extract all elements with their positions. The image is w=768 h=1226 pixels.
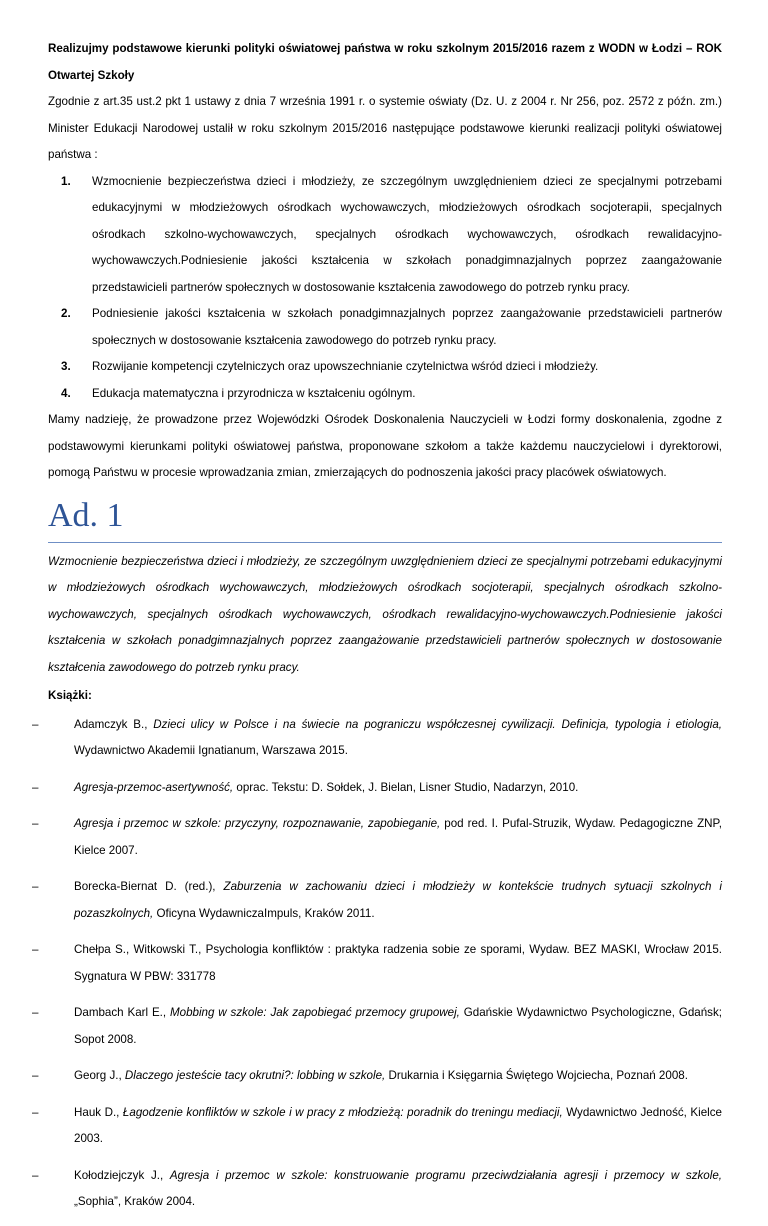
list-item: 1. Wzmocnienie bezpieczeństwa dzieci i młodzieży, ze szczególnym uwzględnieniem dzieci ze specjalnymi potrzebami edukacyjnymi w młodzieżowych ośrodkach wychowawczych, młodzieżowych ośrodkach socjoterapii, specjalnych ośrodkach szkolno-wychowawczych, specjalnych ośrodkach wychowawczych, ośrodkach rewalidacyjno-wychowawczych.Podniesienie jakości kształcenia w szkołach ponadgimnazjalnych poprzez zaangażowanie przedstawicieli partnerów społecznych w dostosowanie kształcenia zawodowego do potrzeb rynku pracy.	[61, 174, 722, 294]
section-heading: Ad. 1	[48, 496, 722, 543]
list-item: – Chełpa S., Witkowski T., Psychologia konfliktów : praktyka radzenia sobie ze sporami, Wydaw. BEZ MASKI, Wrocław 2015. Sygnatura W PBW: 331778	[32, 943, 722, 983]
document-page	[32, 36, 723, 1226]
list-item: – Kołodziejczyk J., Agresja i przemoc w szkole: konstruowanie programu przeciwdziałania agresji i przemocy w szkole, „Sophia”, Kraków 2004.	[32, 1168, 722, 1208]
list-item: – Dambach Karl E., Mobbing w szkole: Jak zapobiegać przemocy grupowej, Gdańskie Wydawnictwo Psychologiczne, Gdańsk; Sopot 2008.	[32, 1006, 723, 1046]
list-item: 3. Rozwijanie kompetencji czytelniczych oraz upowszechnianie czytelnictwa wśród dzieci i młodzieży.	[61, 360, 599, 373]
list-item: – Adamczyk B., Dzieci ulicy w Polsce i na świecie na pograniczu współczesnej cywilizacji. Definicja, typologia i etiologia, Wydawnictwo Akademii Ignatianum, Warszawa 2015.	[32, 717, 722, 757]
list-item: 2. Podniesienie jakości kształcenia w szkołach ponadgimnazjalnych poprzez zaangażowanie przedstawicieli partnerów społecznych w dostosowanie kształcenia zawodowego do potrzeb rynku pracy.	[61, 307, 722, 347]
closing-paragraph: Mamy nadzieję, że prowadzone przez Wojewódzki Ośrodek Doskonalenia Nauczycieli w Łodzi formy doskonalenia, zgodne z podstawowymi kierunkami polityki oświatowej państwa, proponowane szkołom a także każdemu nauczycielowi i dyrektorowi, pomogą Państwu w procesie wprowadzania zmian, zmierzających do podnoszenia jakości pracy placówek oświatowych.	[48, 413, 722, 479]
legal-paragraph: Zgodnie z art.35 ust.2 pkt 1 ustawy z dnia 7 września 1991 r. o systemie oświaty (Dz. U. z 2004 r. Nr 256, poz. 2572 z późn. zm.) Minister Edukacji Narodowej ustalił w roku szkolnym 2015/2016 następujące podstawowe kierunki realizacji polityki oświatowej państwa :	[48, 95, 722, 161]
section-intro: Wzmocnienie bezpieczeństwa dzieci i młodzieży, ze szczególnym uwzględnieniem dzieci ze specjalnymi potrzebami edukacyjnymi w młodzieżowych ośrodkach wychowawczych, młodzieżowych ośrodkach socjoterapii, specjalnych ośrodkach szkolno-wychowawczych, specjalnych ośrodkach wychowawczych, ośrodkach rewalidacyjno-wychowawczych.Podniesienie jakości kształcenia w szkołach ponadgimnazjalnych poprzez zaangażowanie przedstawicieli partnerów społecznych w dostosowanie kształcenia zawodowego do potrzeb rynku pracy.	[48, 554, 722, 674]
list-item: – Agresja i przemoc w szkole: przyczyny, rozpoznawanie, zapobieganie, pod red. I. Pufal-Struzik, Wydaw. Pedagogiczne ZNP, Kielce 2007.	[32, 817, 723, 857]
document-title: Realizujmy podstawowe kierunki polityki oświatowej państwa w roku szkolnym 2015/2016 razem z WODN w Łodzi – ROK Otwartej Szkoły	[48, 42, 722, 82]
list-item: – Borecka-Biernat D. (red.), Zaburzenia w zachowaniu dzieci i młodzieży w kontekście trudnych sytuacji szkolnych i pozaszkolnych, Oficyna WydawniczaImpuls, Kraków 2011.	[32, 880, 722, 920]
list-item: – Hauk D., Łagodzenie konfliktów w szkole i w pracy z młodzieżą: poradnik do treningu mediacji, Wydawnictwo Jedność, Kielce 2003.	[32, 1105, 722, 1145]
books-label: Książki:	[48, 689, 92, 702]
books-list	[32, 712, 723, 1216]
directions-list	[48, 169, 722, 408]
list-item: 4. Edukacja matematyczna i przyrodnicza w kształceniu ogólnym.	[61, 386, 416, 400]
list-item: – Georg J., Dlaczego jesteście tacy okrutni?: lobbing w szkole, Drukarnia i Księgarnia Świętego Wojciecha, Poznań 2008.	[32, 1069, 688, 1082]
list-item: – Agresja-przemoc-asertywność, oprac. Tekstu: D. Sołdek, J. Bielan, Lisner Studio, Nadarzyn, 2010.	[32, 780, 579, 794]
